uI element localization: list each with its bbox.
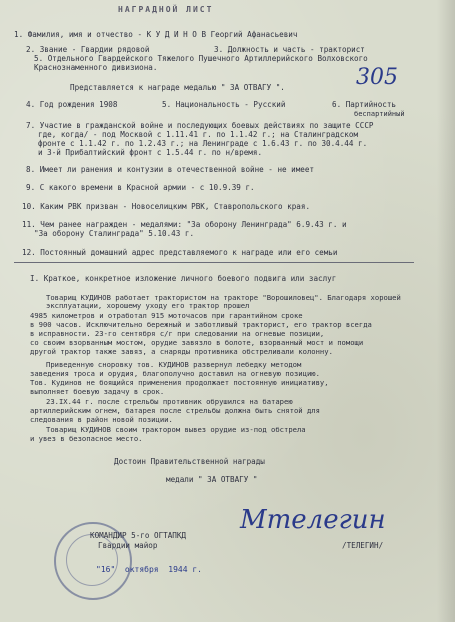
field-home-address: 12. Постоянный домашний адрес представляемого к награде или его семьи <box>22 248 338 257</box>
handwritten-signature: Мтелегин <box>240 505 386 535</box>
field-party-value: беспартийный <box>354 110 405 118</box>
body-line-13: следования в район новой позиции. <box>30 415 173 424</box>
field-draft-office: 10. Каким РВК призван - Новоселицким РВК, Ставропольского края. <box>22 202 311 211</box>
body-line-6: другой трактор также завяз, а снаряды противника обстреливали колонну. <box>30 347 333 356</box>
field-combat-line4: и 3-й Прибалтийский фронт с 1.5.44 г. по н/время. <box>38 148 263 157</box>
body-line-1: Товарищ КУДИНОВ работает трактористом на тракторе "Ворошиловец". Благодаря хорошей эксплуатации, хорошему уходу его трактор прошел <box>46 293 401 311</box>
body-line-11: 23.IX.44 г. после стрельбы противник обрушился на батарею <box>46 397 293 406</box>
commander-title: Гвардии майор <box>98 541 158 550</box>
field-previous-awards-2: "За оборону Сталинграда" 5.10.43 г. <box>34 229 195 238</box>
body-line-2: 4985 километров и отработал 915 моточасов при гарантийном сроке <box>30 311 303 320</box>
body-line-14: Товарищ КУДИНОВ своим трактором вывез орудие из-под обстрела <box>46 425 306 434</box>
closing-line-2: медали " ЗА ОТВАГУ " <box>166 475 258 484</box>
body-line-10: выполняет боевую задачу в срок. <box>30 387 165 396</box>
commander-rank: КОМАНДИР 5-го ОГТАПКД <box>90 531 187 540</box>
field-nationality: 5. Национальность - Русский <box>162 100 286 109</box>
field-combat-line2: где, когда/ - под Москвой с 1.11.41 г. по 1.1.42 г.; на Сталинградском <box>38 130 359 139</box>
closing-line-1: Достоин Правительственной награды <box>114 457 265 466</box>
section-title: I. Краткое, конкретное изложение личного боевого подвига или заслуг <box>30 274 337 283</box>
body-line-8: заведения троса и орудия, благополучно доставил на огневую позицию. <box>30 369 320 378</box>
field-previous-awards-1: 11. Чем ранее награжден - медалями: "За оборону Ленинграда" 6.9.43 г. и <box>22 220 347 229</box>
field-party: 6. Партийность <box>332 100 397 109</box>
body-line-15: и увез в безопасное место. <box>30 434 143 443</box>
body-line-5: со своим взорванным мостом, орудие завязло в болоте, взорванный мост и помощи <box>30 338 364 347</box>
field-name: 1. Фамилия, имя и отчество - К У Д И Н О В Георгий Афанасьевич <box>14 30 298 39</box>
body-line-4: в исправности. 23-го сентября с/г при следовании на огневые позиции, <box>30 329 325 338</box>
field-combat-line3: фронте с 1.1.42 г. по 1.2.43 г.; на Ленинграде с 1.6.43 г. по 30.4.44 г. <box>38 139 368 148</box>
body-line-7: Приведенную сноровку тов. КУДИНОВ развернул лебедку методом <box>46 360 302 369</box>
body-line-9: Тов. Кудинов не боящийся применения продолжает постоянную инициативу, <box>30 378 329 387</box>
field-combat-line1: 7. Участие в гражданской войне и последующих боевых действиях по защите СССР <box>26 121 374 130</box>
page-edge-shadow <box>437 0 455 622</box>
award-nomination: Представляется к награде медалью " ЗА ОТВАГУ ". <box>70 83 285 92</box>
field-unit-line1: 5. Отдельного Гвардейского Тяжелого Пушечного Артиллерийского Волховского <box>34 54 368 63</box>
document-header: НАГРАДНОЙ ЛИСТ <box>118 5 214 14</box>
field-rank: 2. Звание - Гвардии рядовой <box>26 45 150 54</box>
divider <box>14 262 414 263</box>
field-wounds: 8. Имеет ли ранения и контузии в отечественной войне - не имеет <box>26 165 315 174</box>
body-line-12: артиллерийским огнем, батарея после стрельбы должна быть снятой для <box>30 406 320 415</box>
field-unit-line2: Краснознаменного дивизиона. <box>34 63 158 72</box>
handwritten-number: 305 <box>356 65 398 90</box>
commander-name: /ТЕЛЕГИН/ <box>342 541 384 550</box>
field-birth-year: 4. Год рождения 1908 <box>26 100 118 109</box>
field-position: 3. Должность и часть - тракторист <box>214 45 365 54</box>
field-service-start: 9. С какого времени в Красной армии - с 10.9.39 г. <box>26 183 255 192</box>
body-line-3: в 900 часов. Исключительно бережный и заботливый тракторист, его трактор всегда <box>30 320 372 329</box>
signature-date: "16" октября 1944 г. <box>96 565 202 574</box>
